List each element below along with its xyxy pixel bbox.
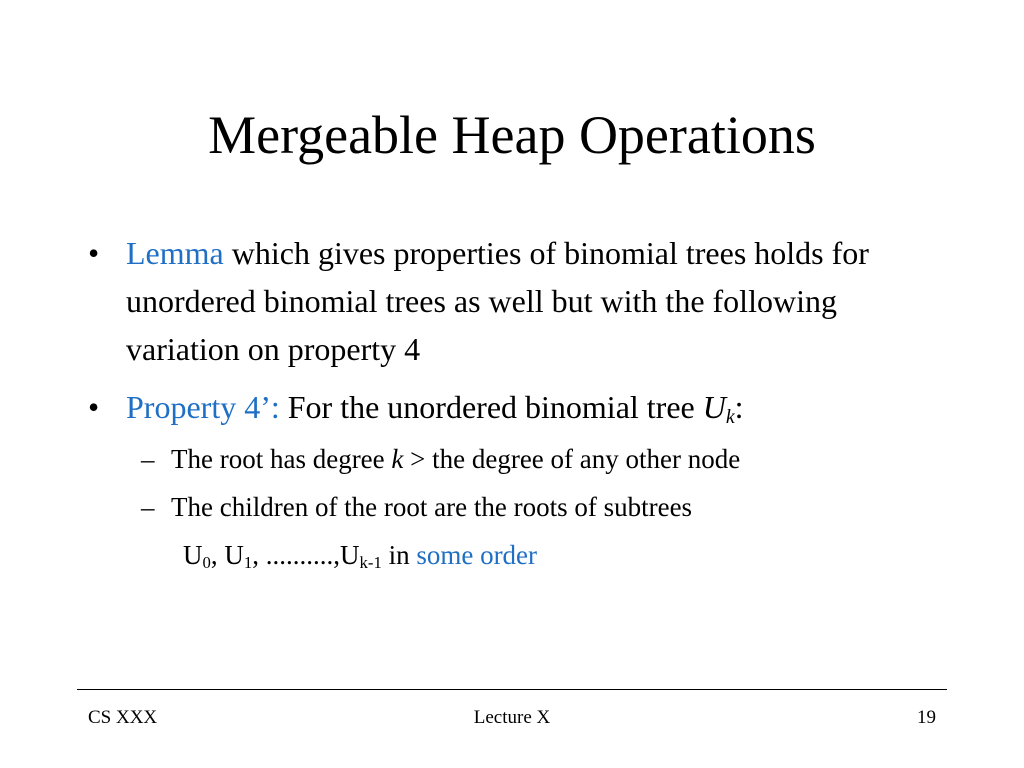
sequence-ellipsis: , .........., bbox=[252, 540, 340, 570]
footer-page-number: 19 bbox=[917, 707, 936, 728]
u0-label: U bbox=[183, 540, 203, 570]
subbullet-children bbox=[141, 489, 931, 525]
subbullet-root-degree bbox=[141, 441, 931, 477]
property-text: For the unordered binomial tree bbox=[279, 389, 703, 425]
footer-lecture: Lecture X bbox=[473, 707, 551, 728]
u0-subscript: 0 bbox=[202, 553, 211, 573]
children-text: The children of the root are the roots of subtrees bbox=[171, 492, 693, 522]
lemma-text: which gives properties of binomial trees holds for unordered binomial trees as well but with the following variation on property 4 bbox=[126, 235, 869, 367]
footer-divider bbox=[77, 689, 947, 690]
sequence-separator: , bbox=[210, 540, 225, 570]
property-variable-subscript: k bbox=[725, 405, 735, 428]
uk-label: U bbox=[340, 540, 360, 570]
u1-subscript: 1 bbox=[243, 553, 253, 573]
footer-course: CS XXX bbox=[88, 707, 158, 728]
bullet-lemma bbox=[88, 229, 926, 373]
bullet-marker: • bbox=[88, 389, 100, 425]
lemma-term: Lemma bbox=[126, 235, 224, 271]
sequence-in: in bbox=[381, 540, 417, 570]
subtree-sequence bbox=[183, 537, 943, 573]
property-variable: U bbox=[702, 389, 726, 425]
property-term: Property 4’: bbox=[126, 389, 280, 425]
subbullet-marker: – bbox=[141, 444, 155, 474]
root-degree-variable: k bbox=[391, 444, 404, 474]
root-degree-pre: The root has degree bbox=[171, 444, 392, 474]
subbullet-marker: – bbox=[141, 492, 155, 522]
property-colon: : bbox=[734, 389, 744, 425]
bullet-property-4 bbox=[88, 383, 926, 431]
bullet-marker: • bbox=[88, 235, 100, 271]
root-degree-post: > the degree of any other node bbox=[403, 444, 741, 474]
uk-subscript: k-1 bbox=[359, 553, 382, 573]
u1-label: U bbox=[224, 540, 244, 570]
slide-title: Mergeable Heap Operations bbox=[208, 105, 816, 165]
some-order-text: some order bbox=[416, 540, 538, 570]
